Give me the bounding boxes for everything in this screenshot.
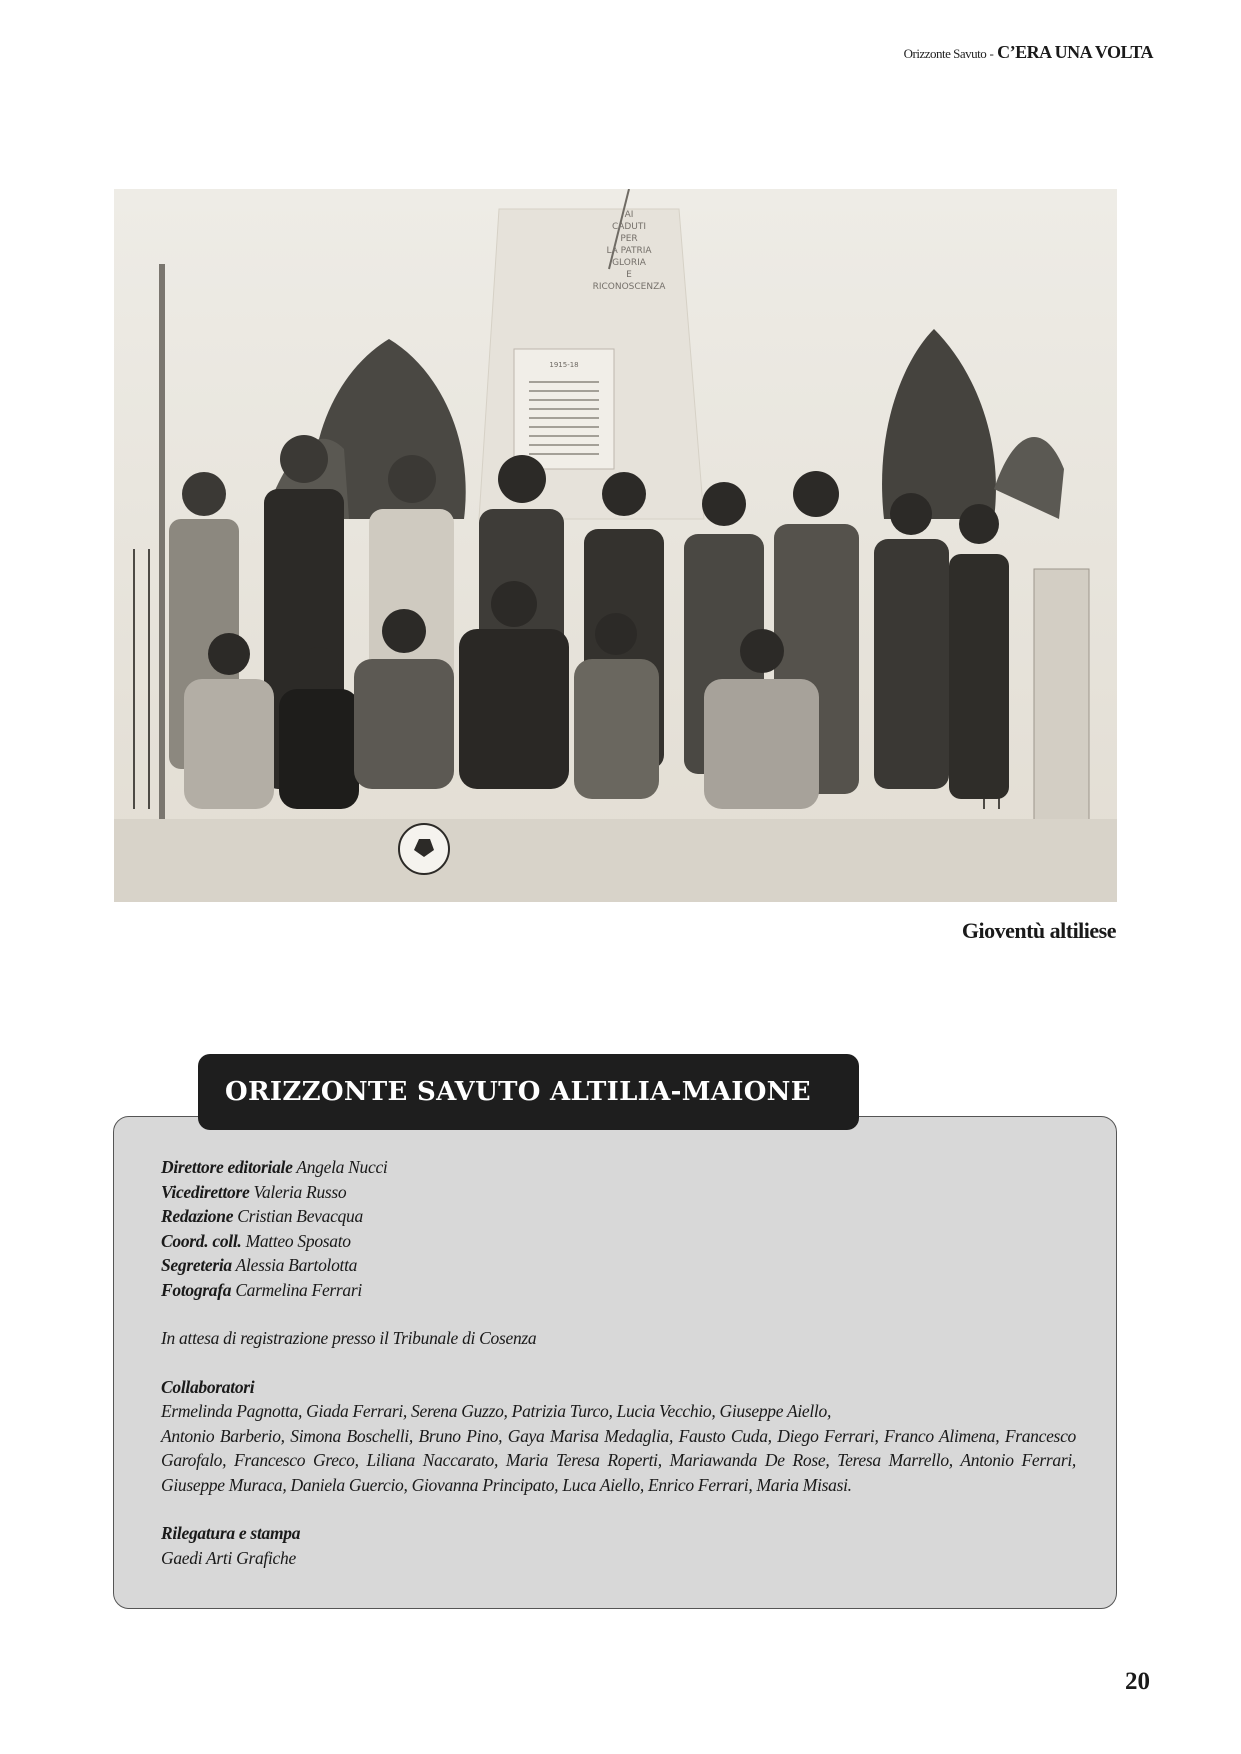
staff-row <box>161 1180 1076 1205</box>
monument-line: GLORIA <box>612 258 646 268</box>
monument-line: PER <box>620 234 638 244</box>
monument-line: CADUTI <box>611 222 647 232</box>
monument-line: AI <box>624 210 634 220</box>
masthead-credits <box>161 1155 1076 1570</box>
photo-caption: Gioventù altiliese <box>961 918 1116 943</box>
monument-line: LA PATRIA <box>606 246 652 256</box>
running-header <box>904 42 1153 63</box>
staff-role: Direttore editoriale <box>161 1157 293 1177</box>
staff-name: Matteo Sposato <box>245 1230 351 1251</box>
staff-role: Redazione <box>161 1206 234 1226</box>
printer-name: Gaedi Arti Grafiche <box>161 1547 296 1568</box>
staff-row <box>161 1229 1076 1254</box>
section-title: C’ERA UNA VOLTA <box>997 42 1153 62</box>
staff-role: Fotografa <box>161 1279 232 1300</box>
printing-heading: Rilegatura e stampa <box>161 1523 301 1543</box>
magazine-name: Orizzonte Savuto <box>903 46 987 61</box>
staff-name: Carmelina Ferrari <box>235 1279 362 1300</box>
staff-role: Segreteria <box>161 1255 232 1275</box>
staff-row <box>161 1253 1076 1278</box>
masthead-title-tab <box>198 1054 859 1130</box>
monument-line: E <box>626 270 632 280</box>
staff-row <box>161 1278 1076 1303</box>
collaborators-list: Antonio Barberio, Simona Boschelli, Bruno Pino, Gaya Marisa Medaglia, Fausto Cuda, Diego Ferrari, Franco Alimena, Francesco Garofalo, Francesco Greco, Liliana Naccarato, Maria Teresa Roperti, Mariawanda De Rose, Teresa Marrello, Antonio Ferrari, Giuseppe Muraca, Daniela Guercio, Giovanna Principato, Luca Aiello, Enrico Ferrari, Maria Misasi. <box>161 1425 1076 1495</box>
plaque-years: 1915-18 <box>549 361 579 369</box>
staff-role: Vicedirettore <box>161 1181 250 1202</box>
staff-row <box>161 1204 1076 1229</box>
staff-name: Valeria Russo <box>253 1181 347 1202</box>
staff-name: Alessia Bartolotta <box>235 1255 358 1275</box>
staff-name: Angela Nucci <box>296 1157 388 1177</box>
staff-role: Coord. coll. <box>161 1230 242 1251</box>
group-photo <box>114 189 1117 902</box>
staff-row <box>161 1155 1076 1180</box>
collaborators-heading: Collaboratori <box>161 1376 255 1397</box>
masthead-title: ORIZZONTE SAVUTO ALTILIA-MAIONE <box>225 1077 811 1107</box>
collaborators-line: Ermelinda Pagnotta, Giada Ferrari, Serena Guzzo, Patrizia Turco, Lucia Vecchio, Giuseppe Aiello, <box>161 1401 832 1421</box>
monument-line: RICONOSCENZA <box>592 282 666 292</box>
staff-name: Cristian Bevacqua <box>237 1206 363 1226</box>
header-separator: - <box>986 46 998 61</box>
page-number: 20 <box>1125 1668 1150 1695</box>
registration-note: In attesa di registrazione presso il Tribunale di Cosenza <box>161 1328 537 1348</box>
